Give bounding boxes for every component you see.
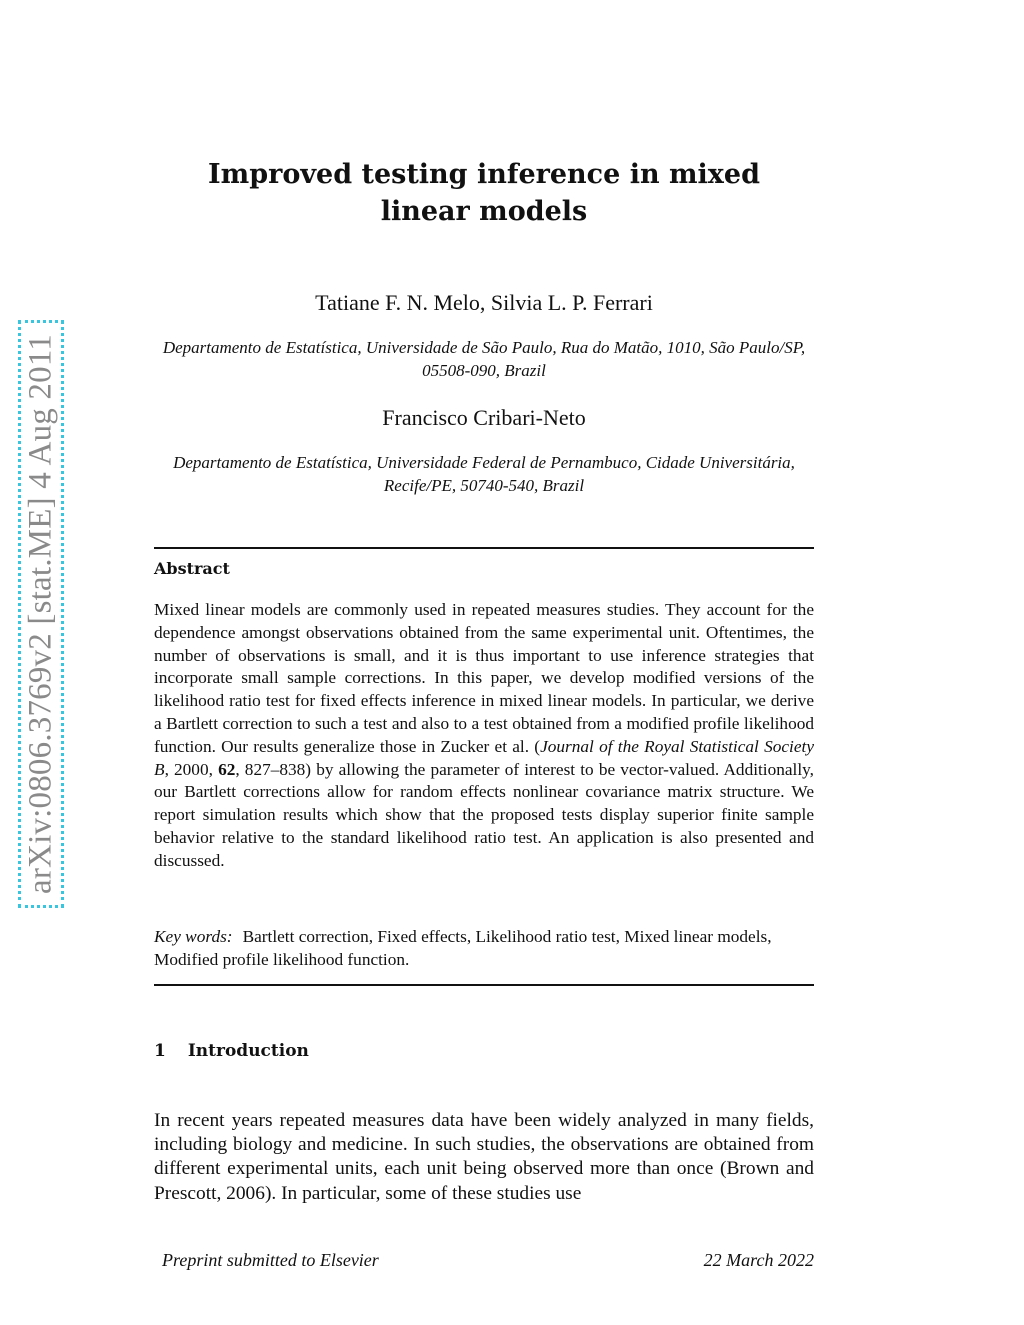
arxiv-stamp [18,320,64,908]
arxiv-stamp-text: arXiv:0806.3769v2 [stat.ME] 4 Aug 2011 [22,334,59,894]
authors-line-2: Francisco Cribari-Neto [382,405,586,430]
affiliation-2: Departamento de Estatística, Universidade Federal de Pernambuco, Cidade Universitária, Recife/PE, 50740-540, Brazil [173,453,795,495]
affiliation-1: Departamento de Estatística, Universidade de São Paulo, Rua do Matão, 1010, São Paulo/SP, 05508-090, Brazil [162,338,806,380]
section-title: Introduction [187,1041,309,1061]
abstract-bottom-rule [154,984,814,986]
footer-preprint: Preprint submitted to Elsevier [162,1250,379,1270]
paper-title: Improved testing inference in mixed linear models [208,159,760,227]
keywords-text: Bartlett correction, Fixed effects, Likelihood ratio test, Mixed linear models, Modified profile likelihood function. [154,927,772,969]
footer-date: 22 March 2022 [703,1250,814,1270]
abstract-year: , 2000, [164,759,219,779]
keywords-label: Key words: [154,927,233,946]
abstract-journal: Journal of the Royal Statistical Society B [154,736,814,779]
abstract-text-part2: , 827–838) by allowing the parameter of interest to be vector-valued. Additionally, our Bartlett corrections allow for random effects nonlinear covariance matrix structure. We report simulation results which show that the proposed tests display superior finite sample behavior relative to the standard likelihood ratio test. An application is also presented and discussed. [154,759,815,870]
section-heading [154,1041,309,1061]
abstract-body [154,599,814,873]
abstract-top-rule [154,547,814,549]
abstract-volume: 62 [218,759,236,779]
intro-paragraph: In recent years repeated measures data have been widely analyzed in many fields, including biology and medicine. In such studies, the observations are obtained from different experimental units, each unit being observed more than once (Brown and Prescott, 2006). In particular, some of these studies use [154,1110,814,1204]
section-number: 1 [154,1041,166,1061]
abstract-text-part1: Mixed linear models are commonly used in repeated measures studies. They account for the dependence amongst observations obtained from the same experimental unit. Oftentimes, the number of observations is small, and it is thus important to use inference strategies that incorporate small sample corrections. In this paper, we develop modified versions of the likelihood ratio test for fixed effects inference in mixed linear models. In particular, we derive a Bartlett correction to such a test and also to a test obtained from a modified profile likelihood function. Our results generalize those in Zucker et al. ( [154,600,814,756]
keywords [154,926,814,972]
abstract-heading: Abstract [154,559,230,578]
authors-line-1: Tatiane F. N. Melo, Silvia L. P. Ferrari [315,290,653,315]
